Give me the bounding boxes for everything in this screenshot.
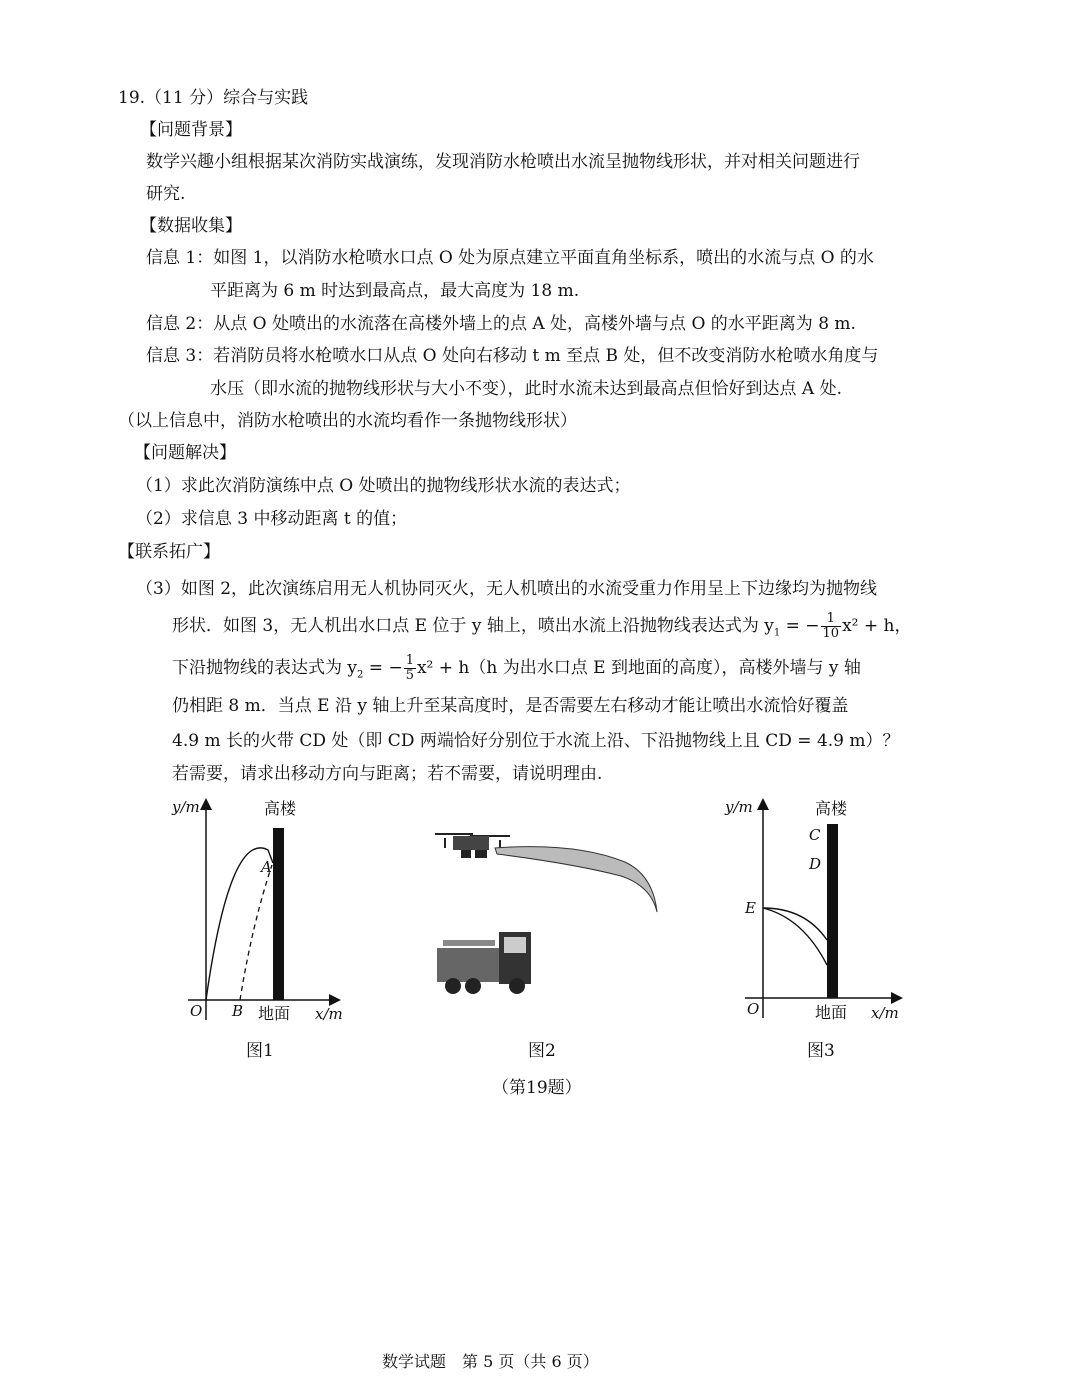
info3-line-b: 水压（即水流的抛物线形状与大小不变），此时水流未达到最高点但恰好到达点 A 处. xyxy=(210,379,842,399)
fraction-numerator: 1 xyxy=(821,612,842,627)
fig1-point-b: B xyxy=(232,1002,244,1020)
fraction-numerator: 1 xyxy=(405,653,414,668)
solve-title: 【问题解决】 xyxy=(134,443,236,463)
question-3-line-b xyxy=(172,612,911,645)
question-3-line-e: 4.9 m 长的火带 CD 处（即 CD 两端恰好分别位于水流上沿、下沿抛物线上且 CD = 4.9 m）？ xyxy=(172,731,900,751)
q3-b-subscript: 1 xyxy=(773,627,781,639)
question-3-line-c xyxy=(172,654,861,687)
fig1-xlabel: x/m xyxy=(315,1005,343,1023)
extend-title: 【联系拓广】 xyxy=(118,542,220,562)
fig1-origin: O xyxy=(190,1002,203,1020)
fig3-ground-label: 地面 xyxy=(815,1003,848,1022)
fig3-xlabel: x/m xyxy=(871,1004,899,1022)
fig3-building-label: 高楼 xyxy=(815,799,848,818)
figure-3-caption: 图3 xyxy=(807,1041,835,1061)
figure-3 xyxy=(715,790,915,1035)
background-text-2: 研究. xyxy=(146,184,186,204)
fraction-denominator: 5 xyxy=(405,668,414,683)
q3-b-equals: = − xyxy=(780,616,820,636)
q3-c-tail: x² + h（h 为出水口点 E 到地面的高度），高楼外墙与 y 轴 xyxy=(416,658,861,678)
question-number-label: （第19题） xyxy=(492,1078,582,1098)
background-text-1: 数学兴趣小组根据某次消防实战演练，发现消防水枪喷出水流呈抛物线形状，并对相关问题进行 xyxy=(146,152,860,172)
page-footer: 数学试题 第 5 页（共 6 页） xyxy=(382,1352,599,1371)
question-3-line-a: （3）如图 2，此次演练启用无人机协同灭火，无人机喷出的水流受重力作用呈上下边缘均为抛物线 xyxy=(136,579,878,599)
figure-1 xyxy=(160,790,360,1035)
fig3-origin: O xyxy=(747,1000,760,1018)
q3-c-text: 下沿抛物线的表达式为 y xyxy=(172,658,358,678)
fire-truck-icon xyxy=(437,932,531,994)
data-title: 【数据收集】 xyxy=(140,216,242,236)
figure-1-caption: 图1 xyxy=(246,1041,274,1061)
fig3-point-d: D xyxy=(809,855,822,873)
fig3-lower-parabola xyxy=(763,908,827,965)
figure-2 xyxy=(425,820,665,1005)
fraction-denominator: 10 xyxy=(822,626,840,641)
figure-2-caption: 图2 xyxy=(528,1041,556,1061)
question-3-line-f: 若需要，请求出移动方向与距离；若不需要，请说明理由. xyxy=(172,764,603,784)
question-1: （1）求此次消防演练中点 O 处喷出的抛物线形状水流的表达式； xyxy=(136,476,631,496)
info1-line-a: 信息 1：如图 1，以消防水枪喷水口点 O 处为原点建立平面直角坐标系，喷出的水流与点 O 的水 xyxy=(146,248,874,268)
fraction-1-5 xyxy=(404,654,416,683)
note-line: （以上信息中，消防水枪喷出的水流均看作一条抛物线形状） xyxy=(118,411,577,431)
fig1-ground-label: 地面 xyxy=(258,1004,291,1023)
question-2: （2）求信息 3 中移动距离 t 的值； xyxy=(136,509,408,529)
q3-b-tail: x² + h， xyxy=(842,616,912,636)
fig3-point-e: E xyxy=(745,899,756,917)
info1-line-b: 平距离为 6 m 时达到最高点，最大高度为 18 m. xyxy=(210,281,580,301)
fraction-1-10 xyxy=(821,612,842,641)
info2-line: 信息 2：从点 O 处喷出的水流落在高楼外墙上的点 A 处，高楼外墙与点 O 的水平距离为 8 m. xyxy=(146,314,856,334)
fig3-building xyxy=(827,824,838,998)
fig3-point-c: C xyxy=(809,826,821,844)
fig1-building xyxy=(273,828,284,1000)
fig1-ylabel: y/m xyxy=(172,798,200,816)
q3-c-equals: = − xyxy=(363,658,403,678)
fig3-ylabel: y/m xyxy=(725,798,753,816)
background-title: 【问题背景】 xyxy=(140,120,242,140)
fig1-point-a: A xyxy=(261,858,272,876)
q3-b-text: 形状．如图 3，无人机出水口点 E 位于 y 轴上，喷出水流上沿抛物线表达式为 y xyxy=(172,616,774,636)
water-stream xyxy=(495,847,657,912)
problem-header: 19.（11 分）综合与实践 xyxy=(118,88,309,108)
info3-line-a: 信息 3：若消防员将水枪喷水口从点 O 处向右移动 t m 至点 B 处，但不改变消防水枪喷水角度与 xyxy=(146,346,879,366)
fig1-building-label: 高楼 xyxy=(264,799,297,818)
fig1-parabola-dashed xyxy=(240,865,272,1000)
question-3-line-d: 仍相距 8 m．当点 E 沿 y 轴上升至某高度时，是否需要左右移动才能让喷出水流恰好覆盖 xyxy=(172,696,849,716)
q3-c-subscript: 2 xyxy=(357,669,364,681)
